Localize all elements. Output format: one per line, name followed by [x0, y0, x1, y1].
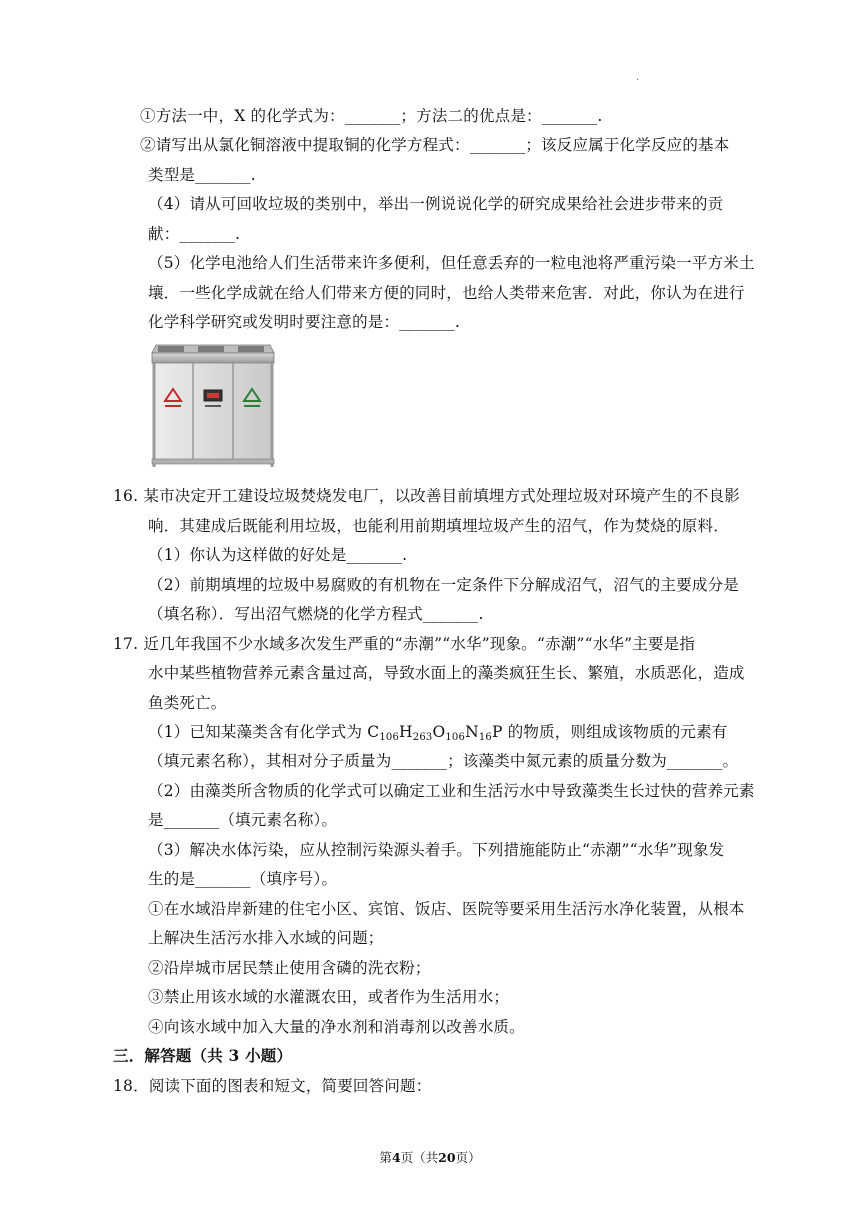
text-line: （2）由藻类所含物质的化学式可以确定工业和生活污水中导致藻类生长过快的营养元素 — [148, 782, 755, 800]
text-line: 16. 某市决定开工建设垃圾焚烧发电厂，以改善目前填埋方式处理垃圾对环境产生的不良影 — [113, 487, 740, 505]
text-line: （2）前期填埋的垃圾中易腐败的有机物在一定条件下分解成沼气，沼气的主要成分是 — [148, 576, 739, 594]
text-line: （5）化学电池给人们生活带来许多便利，但任意丢弃的一粒电池将严重污染一平方米土 — [148, 254, 755, 272]
footer-mid: 页（共 — [400, 1150, 439, 1165]
text-line: （填名称）．写出沼气燃烧的化学方程式_______. — [148, 605, 484, 623]
text-line: 化学科学研究或发明时要注意的是：_______. — [148, 313, 460, 331]
text-line: 类型是_______. — [148, 166, 256, 184]
footer-pre: 第 — [379, 1150, 392, 1165]
text-line: 是_______（填元素名称）。 — [148, 811, 338, 829]
text-line: ③禁止用该水域的水灌溉农田，或者作为生活用水； — [148, 988, 510, 1006]
text-line: ①方法一中，X 的化学式为：_______；方法二的优点是：_______. — [140, 107, 603, 125]
formula-o-sub: 106 — [445, 732, 466, 743]
q17-1-line — [148, 722, 728, 748]
section-heading: 三．解答题（共 3 小题） — [113, 1046, 293, 1065]
formula-c-sub: 106 — [379, 732, 400, 743]
text-line: ②请写出从氯化铜溶液中提取铜的化学方程式：_______；该反应属于化学反应的基本 — [140, 136, 730, 154]
text-line: 响．其建成后既能利用垃圾，也能利用前期填埋垃圾产生的沼气，作为焚烧的原料． — [148, 517, 729, 535]
text-line: ①在水域沿岸新建的住宅小区、宾馆、饭店、医院等要采用生活污水净化装置，从根本 — [148, 900, 745, 918]
formula-o: O — [432, 723, 446, 741]
garbage-bins-image — [148, 343, 278, 471]
text-line: 鱼类死亡。 — [148, 694, 227, 712]
text-line: ②沿岸城市居民禁止使用含磷的洗衣粉； — [148, 959, 431, 977]
text-line: 17. 近几年我国不少水域多次发生严重的“赤潮”“水华”现象。“赤潮”“水华”主要是指 — [113, 635, 696, 653]
page-footer — [0, 1148, 860, 1166]
formula-h: H — [399, 723, 413, 741]
text-line: 生的是_______（填序号）。 — [148, 870, 338, 888]
footer-page-number: 4 — [391, 1150, 401, 1165]
formula-n: N — [465, 723, 479, 741]
text-line: （4）请从可回收垃圾的类别中，举出一例说说化学的研究成果给社会进步带来的贡 — [148, 195, 724, 213]
text-line: 壤．一些化学成就在给人们带来方便的同时，也给人类带来危害．对此，你认为在进行 — [148, 284, 745, 302]
text-line: （3）解决水体污染，应从控制污染源头着手。下列措施能防止“赤潮”“水华”现象发 — [148, 841, 725, 859]
q17-1-prefix: （1）已知某藻类含有化学式为 C — [148, 723, 380, 741]
text-line: 水中某些植物营养元素含量过高，导致水面上的藻类疯狂生长、繁殖，水质恶化，造成 — [148, 664, 745, 682]
header-dot: . — [636, 72, 640, 83]
text-line: ④向该水域中加入大量的净水剂和消毒剂以改善水质。 — [148, 1018, 525, 1036]
text-line: 18．阅读下面的图表和短文，简要回答问题： — [113, 1077, 432, 1095]
formula-h-sub: 263 — [412, 732, 433, 743]
footer-post: 页） — [455, 1150, 481, 1165]
text-line: 献：_______. — [148, 225, 241, 243]
formula-n-sub: 16 — [478, 732, 492, 743]
text-line: （1）你认为这样做的好处是_______. — [148, 546, 408, 564]
q17-1-suffix: P 的物质，则组成该物质的元素有 — [491, 723, 728, 741]
footer-total-pages: 20 — [438, 1150, 456, 1165]
q17-1-line2: （填元素名称），其相对分子质量为_______；该藻类中氮元素的质量分数为_______。 — [148, 752, 739, 770]
text-line: 上解决生活污水排入水域的问题； — [148, 929, 384, 947]
